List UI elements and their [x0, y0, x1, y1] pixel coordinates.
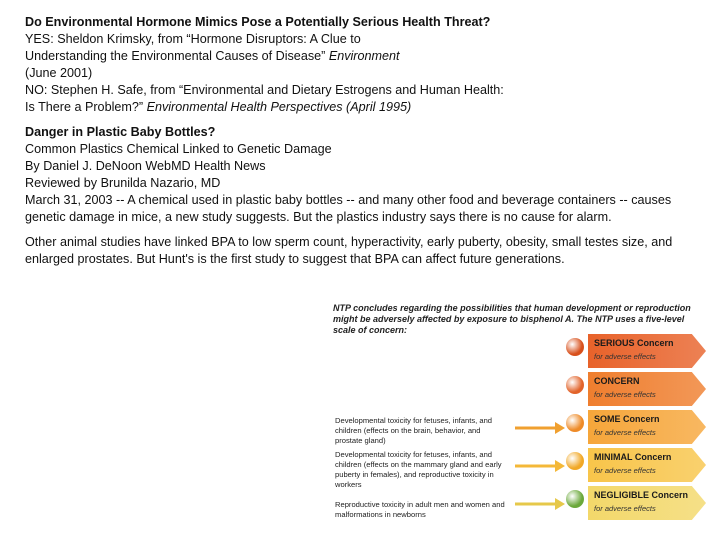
arrow-some-icon: [515, 420, 565, 440]
article-text: [25, 14, 675, 276]
level-label: NEGLIGIBLE Concern: [594, 490, 689, 500]
section-debate: [25, 14, 675, 116]
finding-reproductive: Reproductive toxicity in adult men and women and malformations in newborns: [335, 500, 505, 519]
level-ball-icon: [566, 414, 584, 432]
figure-title: NTP concludes regarding the possibilities that human development or reproduction might be adversely affected by exposure to bisphenol A. The NTP uses a five-level scale of concern:: [333, 303, 691, 335]
level-negligible: [566, 486, 716, 520]
level-subtitle: for adverse effects: [594, 390, 656, 399]
arrow-negligible-icon: [515, 496, 565, 516]
level-subtitle: for adverse effects: [594, 504, 656, 513]
debate-yes-source: Environment: [328, 49, 400, 63]
level-label: CONCERN: [594, 376, 640, 386]
finding-brain: Developmental toxicity for fetuses, infants, and children (effects on the brain, behavior, and prostate gland): [335, 416, 493, 445]
level-subtitle: for adverse effects: [594, 466, 656, 475]
debate-no-text: Is There a Problem?”: [25, 100, 147, 114]
debate-yes-line1: YES: Sheldon Krimsky, from “Hormone Disruptors: A Clue to: [25, 32, 361, 46]
article-reviewer: Reviewed by Brunilda Nazario, MD: [25, 176, 221, 190]
level-ball-icon: [566, 452, 584, 470]
debate-yes-date: (June 2001): [25, 66, 93, 80]
article-subtitle: Common Plastics Chemical Linked to Genetic Damage: [25, 142, 332, 156]
level-serious: [566, 334, 716, 368]
level-subtitle: for adverse effects: [594, 428, 656, 437]
level-label: MINIMAL Concern: [594, 452, 672, 462]
article-body: March 31, 2003 -- A chemical used in plastic baby bottles -- and many other food and beverage containers -- causes genetic damage in mice, a new study suggests. But the plastics industry says there is no cause for alarm.: [25, 193, 672, 224]
level-label: SOME Concern: [594, 414, 660, 424]
debate-no-line2: [25, 99, 675, 116]
arrow-minimal-icon: [515, 458, 565, 478]
article-title: Danger in Plastic Baby Bottles?: [25, 125, 216, 139]
level-concern: [566, 372, 716, 406]
bpa-body: Other animal studies have linked BPA to low sperm count, hyperactivity, early puberty, obesity, small testes size, and enlarged prostates. But Hunt's is the first study to suggest that BPA can affect future generations.: [25, 235, 673, 266]
debate-no-source: Environmental Health Perspectives (April 1995): [146, 100, 412, 114]
level-ball-icon: [566, 376, 584, 394]
level-some: [566, 410, 716, 444]
level-ball-icon: [566, 338, 584, 356]
debate-yes-text: Understanding the Environmental Causes of Disease”: [25, 49, 329, 63]
debate-title: Do Environmental Hormone Mimics Pose a Potentially Serious Health Threat?: [25, 15, 491, 29]
level-minimal: [566, 448, 716, 482]
level-label: SERIOUS Concern: [594, 338, 674, 348]
ntp-concern-figure: [330, 300, 710, 540]
level-subtitle: for adverse effects: [594, 352, 656, 361]
section-bpa: [25, 234, 675, 268]
debate-yes-line2: [25, 48, 675, 65]
debate-no-line1: NO: Stephen H. Safe, from “Environmental and Dietary Estrogens and Human Health:: [25, 83, 504, 97]
article-byline: By Daniel J. DeNoon WebMD Health News: [25, 159, 266, 173]
finding-mammary: Developmental toxicity for fetuses, infants, and children (effects on the mammary gland and early puberty in females), and reproductive toxicity in workers: [335, 450, 502, 489]
section-article: [25, 124, 675, 226]
level-ball-icon: [566, 490, 584, 508]
